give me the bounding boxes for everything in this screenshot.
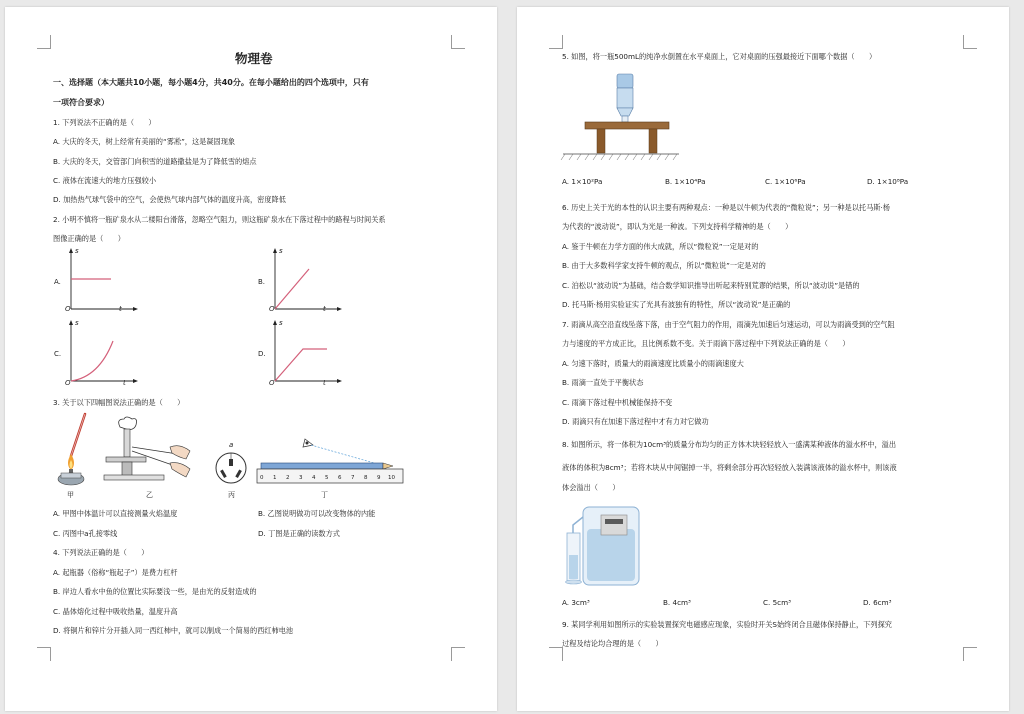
q7-option-c: C. 雨滴下落过程中机械能保持不变	[562, 398, 673, 407]
socket-hole-label: a	[229, 441, 234, 449]
q3-option-d: D. 丁图是正确的读数方式	[258, 529, 340, 538]
fig-jia-lamp-thermometer	[53, 412, 98, 487]
graph-b-origin: O	[269, 305, 275, 313]
right-page	[517, 7, 1009, 711]
q7-stem-line2: 力与速度的平方成正比，且比例系数不变。关于雨滴下落过程中下列说法正确的是（ ）	[562, 339, 850, 348]
graph-b-label: B.	[258, 278, 266, 286]
section-heading-line2: 一项符合要求）	[53, 98, 109, 107]
q7-option-a: A. 匀速下落时，质量大的雨滴速度比质量小的雨滴速度大	[562, 359, 744, 368]
ruler-tick: 7	[351, 475, 355, 481]
q3-option-a: A. 甲图中体温计可以直接测量火焰温度	[53, 509, 178, 518]
graph-c-x-label: t	[123, 379, 126, 387]
graph-a-y-label: s	[75, 247, 79, 255]
graph-b-curve	[275, 269, 309, 309]
q5-stem: 5. 如图，将一瓶500mL的纯净水倒置在水平桌面上，它对桌面的压强最接近下面哪个数据（ ）	[562, 52, 877, 61]
crop-mark-top-left	[37, 35, 51, 49]
fig-label-yi: 乙	[146, 491, 153, 499]
crop-mark-top-right	[963, 35, 977, 49]
ruler-tick: 10	[388, 475, 395, 481]
graph-d-x-label: t	[323, 379, 326, 387]
fig-ding-ruler	[255, 437, 405, 487]
ruler-tick: 1	[273, 475, 277, 481]
graph-d-label: D.	[258, 350, 266, 358]
ruler-tick: 6	[338, 475, 342, 481]
q8-option-c: C. 5cm³	[763, 598, 791, 607]
q8-stem-line2: 液体的体积为8cm³；若将木块从中间锯掉一半，将剩余部分再次轻轻放入装满该液体的溢水杯中，则该液	[562, 463, 897, 472]
q5-option-b: B. 1×10⁴Pa	[665, 177, 706, 186]
left-page	[5, 7, 497, 711]
graph-c-label: C.	[54, 350, 62, 358]
q8-stem-line1: 8. 如图所示，将一体积为10cm³的质量分布均匀的正方体木块轻轻放入一盛满某种液体的溢水杯中，溢出	[562, 440, 897, 449]
graph-d	[267, 319, 347, 389]
graph-a-x-label: t	[119, 305, 122, 313]
fig-bing-socket	[213, 450, 253, 490]
q1-option-b: B. 大庆的冬天，交管部门向积雪的道路撒盐是为了降低雪的熔点	[53, 157, 257, 166]
q9-stem-line1: 9. 某同学利用如图所示的实验装置探究电磁感应现象，实验时开关S始终闭合且磁体保持静止，下列探究	[562, 620, 892, 629]
q1-option-c: C. 液体在流速大的地方压强较小	[53, 176, 157, 185]
ruler-tick: 0	[260, 475, 264, 481]
crop-mark-bottom-right	[451, 647, 465, 661]
graph-b	[267, 247, 347, 317]
fig-overflow-cup	[565, 503, 655, 589]
q1-stem: 1. 下列说法不正确的是（ ）	[53, 118, 156, 127]
q7-option-b: B. 雨滴一直处于平衡状态	[562, 378, 644, 387]
graph-a	[63, 247, 143, 317]
crop-mark-bottom-right	[963, 647, 977, 661]
q3-option-c: C. 丙图中a孔接零线	[53, 529, 118, 538]
graph-a-label: A.	[54, 278, 61, 286]
q6-stem-line1: 6. 历史上关于光的本性的认识主要有两种观点：一种是以牛顿为代表的“微粒说”；另一种是以托马斯·杨	[562, 203, 890, 212]
q2-stem-line1: 2. 小明不慎将一瓶矿泉水从二楼阳台滑落，忽略空气阻力，则这瓶矿泉水在下落过程中的路程与时间关系	[53, 215, 386, 224]
q6-option-d: D. 托马斯·杨用实验证实了光具有波独有的特性，所以“波动说”是正确的	[562, 300, 791, 309]
q9-stem-line2: 过程及结论均合理的是（ ）	[562, 639, 663, 648]
graph-c-y-label: s	[75, 319, 79, 327]
graph-b-x-label: t	[323, 305, 326, 313]
graph-c-origin: O	[65, 379, 71, 387]
fig-label-ding: 丁	[321, 491, 328, 499]
q6-stem-line2: 为代表的“波动说”，即认为光是一种波。下列支持科学精神的是（ ）	[562, 222, 793, 231]
ruler-tick: 9	[377, 475, 381, 481]
q7-option-d: D. 雨滴只有在加速下落过程中才有力对它做功	[562, 417, 709, 426]
fig-label-jia: 甲	[67, 491, 74, 499]
crop-mark-top-right	[451, 35, 465, 49]
ruler-tick: 5	[325, 475, 329, 481]
q5-option-c: C. 1×10⁶Pa	[765, 177, 806, 186]
fig-yi-friction	[100, 417, 195, 487]
q2-stem-line2: 图像正确的是（ ）	[53, 234, 125, 243]
q4-option-c: C. 晶体熔化过程中吸收热量，温度升高	[53, 607, 178, 616]
crop-mark-bottom-left	[549, 647, 563, 661]
q4-option-a: A. 起瓶器（俗称“瓶起子”）是费力杠杆	[53, 568, 178, 577]
graph-d-curve	[275, 349, 327, 381]
q4-option-b: B. 岸边人看水中鱼的位置比实际要浅一些，是由光的反射造成的	[53, 587, 257, 596]
q8-stem-line3: 体会溢出（ ）	[562, 483, 620, 492]
section-heading-line1: 一、选择题（本大题共10小题，每小题4分，共40分。在每小题给出的四个选项中，只有	[53, 78, 369, 87]
graph-c-curve	[71, 341, 113, 381]
q6-option-c: C. 泊松以“波动说”为基础，结合数学知识推导出听起来特别荒谬的结果，所以“波动说”是错的	[562, 281, 860, 290]
ruler-tick: 2	[286, 475, 290, 481]
q5-option-a: A. 1×10²Pa	[562, 177, 603, 186]
fig-bottle-on-table	[561, 70, 681, 166]
q7-stem-line1: 7. 雨滴从高空沿直线坠落下落，由于空气阻力的作用，雨滴先加速后匀速运动，可以为雨滴受到的空气阻	[562, 320, 895, 329]
graph-a-origin: O	[65, 305, 71, 313]
q6-option-a: A. 鉴于牛顿在力学方面的伟大成就，所以“微粒说”一定是对的	[562, 242, 759, 251]
q4-stem: 4. 下列说法正确的是（ ）	[53, 548, 149, 557]
q3-stem: 3. 关于以下四幅图说法正确的是（ ）	[53, 398, 185, 407]
q4-option-d: D. 将铜片和锌片分开插入同一西红柿中，就可以制成一个简易的西红柿电池	[53, 626, 294, 635]
q1-option-d: D. 加热热气球气袋中的空气，会使热气球内部气体的温度升高，密度降低	[53, 195, 286, 204]
q3-option-b: B. 乙图说明做功可以改变物体的内能	[258, 509, 376, 518]
ruler-tick: 3	[299, 475, 303, 481]
q8-option-a: A. 3cm³	[562, 598, 590, 607]
crop-mark-top-left	[549, 35, 563, 49]
graph-d-y-label: s	[279, 319, 283, 327]
ruler-tick: 8	[364, 475, 368, 481]
graph-b-y-label: s	[279, 247, 283, 255]
q5-option-d: D. 1×10⁸Pa	[867, 177, 909, 186]
graph-c	[63, 319, 143, 389]
ruler-tick: 4	[312, 475, 316, 481]
q1-option-a: A. 大庆的冬天，树上经常有美丽的“雾凇”，这是凝固现象	[53, 137, 236, 146]
q6-option-b: B. 由于大多数科学家支持牛顿的观点，所以“微粒说”一定是对的	[562, 261, 766, 270]
fig-label-bing: 丙	[228, 491, 235, 499]
page-title: 物理卷	[235, 51, 273, 66]
q8-option-b: B. 4cm³	[663, 598, 691, 607]
graph-d-origin: O	[269, 379, 275, 387]
crop-mark-bottom-left	[37, 647, 51, 661]
q8-option-d: D. 6cm³	[863, 598, 892, 607]
